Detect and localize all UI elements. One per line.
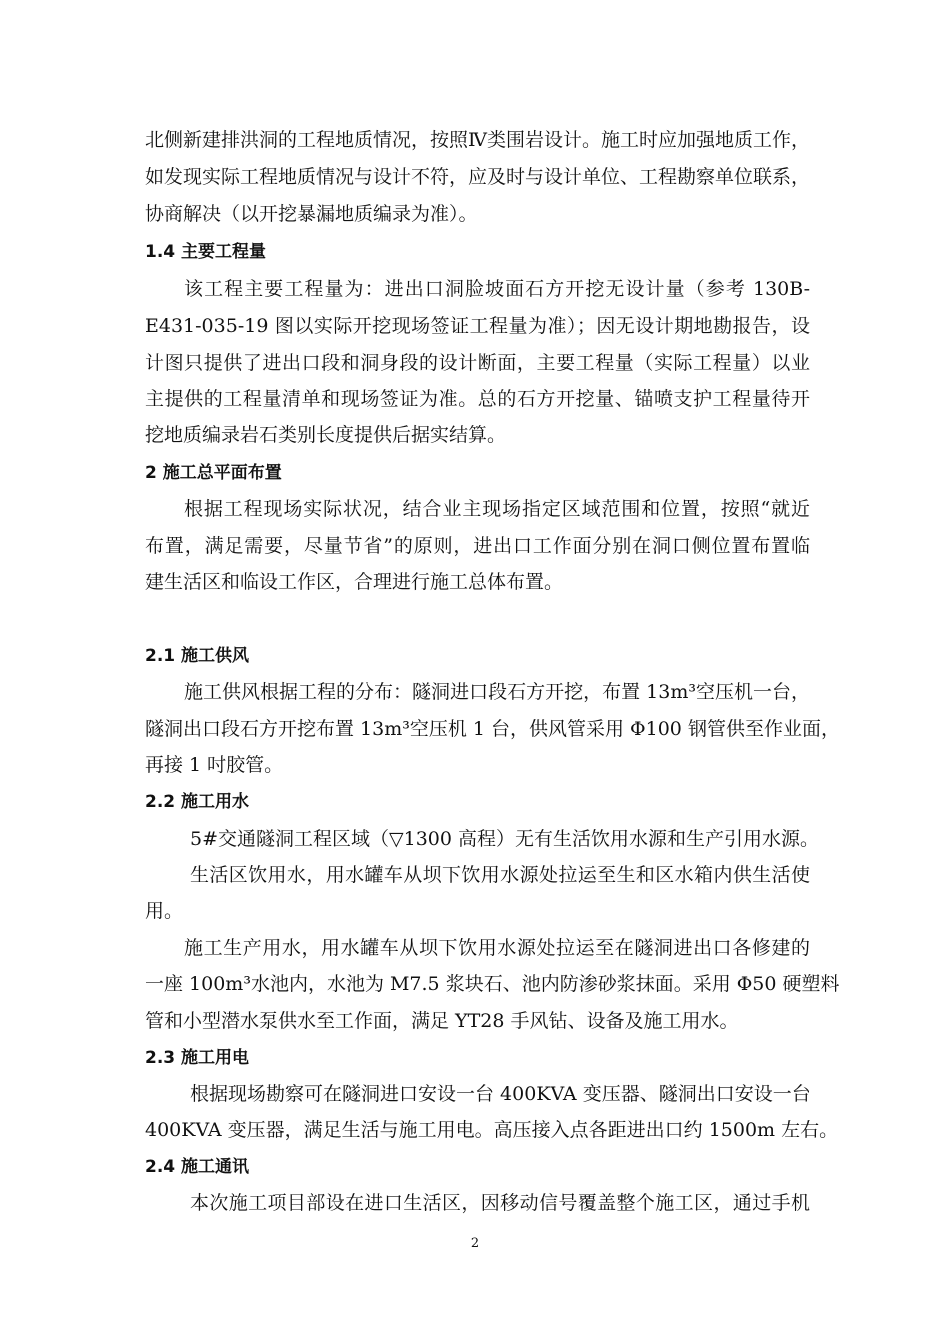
paragraph-line: 根据工程现场实际状况，结合业主现场指定区域范围和位置，按照“就近 bbox=[184, 498, 810, 520]
paragraph-line: 施工生产用水，用水罐车从坝下饮用水源处拉运至在隧洞进出口各修建的 bbox=[184, 937, 810, 959]
section-heading: 2.2 施工用水 bbox=[145, 792, 250, 812]
paragraph-line: 管和小型潜水泵供水至工作面，满足 YT28 手风钻、设备及施工用水。 bbox=[145, 1010, 739, 1032]
paragraph-line: 施工供风根据工程的分布：隧洞进口段石方开挖，布置 13m³空压机一台， bbox=[184, 681, 810, 703]
paragraph-line: 挖地质编录岩石类别长度提供后据实结算。 bbox=[145, 424, 507, 446]
paragraph-line: 主提供的工程量清单和现场签证为准。总的石方开挖量、锚喷支护工程量待开 bbox=[145, 388, 810, 410]
section-heading: 1.4 主要工程量 bbox=[145, 242, 267, 262]
paragraph-line: 根据现场勘察可在隧洞进口安设一台 400KVA 变压器、隧洞出口安设一台 bbox=[190, 1083, 811, 1105]
paragraph-line: 建生活区和临设工作区，合理进行施工总体布置。 bbox=[145, 571, 564, 593]
section-heading: 2 施工总平面布置 bbox=[145, 463, 282, 483]
paragraph-line: 如发现实际工程地质情况与设计不符，应及时与设计单位、工程勘察单位联系， bbox=[145, 166, 811, 188]
paragraph-line: 一座 100m³水池内，水池为 M7.5 浆块石、池内防渗砂浆抹面。采用 Φ50 硬塑料 bbox=[145, 973, 840, 995]
paragraph-line: 布置，满足需要，尽量节省”的原则，进出口工作面分别在洞口侧位置布置临 bbox=[145, 535, 810, 557]
paragraph-line: E431-035-19 图以实际开挖现场签证工程量为准）；因无设计期地勘报告，设 bbox=[145, 315, 810, 337]
paragraph-line: 本次施工项目部设在进口生活区，因移动信号覆盖整个施工区，通过手机 bbox=[190, 1192, 810, 1214]
paragraph-line: 用。 bbox=[145, 900, 184, 922]
paragraph-line: 隧洞出口段石方开挖布置 13m³空压机 1 台，供风管采用 Φ100 钢管供至作业面， bbox=[145, 718, 840, 740]
paragraph-line: 北侧新建排洪洞的工程地质情况，按照Ⅳ类围岩设计。施工时应加强地质工作， bbox=[145, 129, 810, 151]
paragraph-line: 400KVA 变压器，满足生活与施工用电。高压接入点各距进出口约 1500m 左右。 bbox=[145, 1119, 839, 1141]
paragraph-line: 计图只提供了进出口段和洞身段的设计断面，主要工程量（实际工程量）以业 bbox=[145, 352, 810, 374]
section-heading: 2.4 施工通讯 bbox=[145, 1157, 250, 1177]
paragraph-line: 生活区饮用水，用水罐车从坝下饮用水源处拉运至生和区水箱内供生活使 bbox=[190, 864, 810, 886]
paragraph-line: 协商解决（以开挖暴漏地质编录为准）。 bbox=[145, 203, 478, 225]
paragraph-line: 5#交通隧洞工程区域（▽1300 高程）无有生活饮用水源和生产引用水源。 bbox=[190, 828, 820, 850]
section-heading: 2.1 施工供风 bbox=[145, 646, 250, 666]
page-number: 2 bbox=[470, 1236, 480, 1251]
paragraph-line: 该工程主要工程量为：进出口洞脸坡面石方开挖无设计量（参考 130B- bbox=[184, 278, 810, 300]
section-heading: 2.3 施工用电 bbox=[145, 1048, 250, 1068]
paragraph-line: 再接 1 吋胶管。 bbox=[145, 754, 284, 776]
